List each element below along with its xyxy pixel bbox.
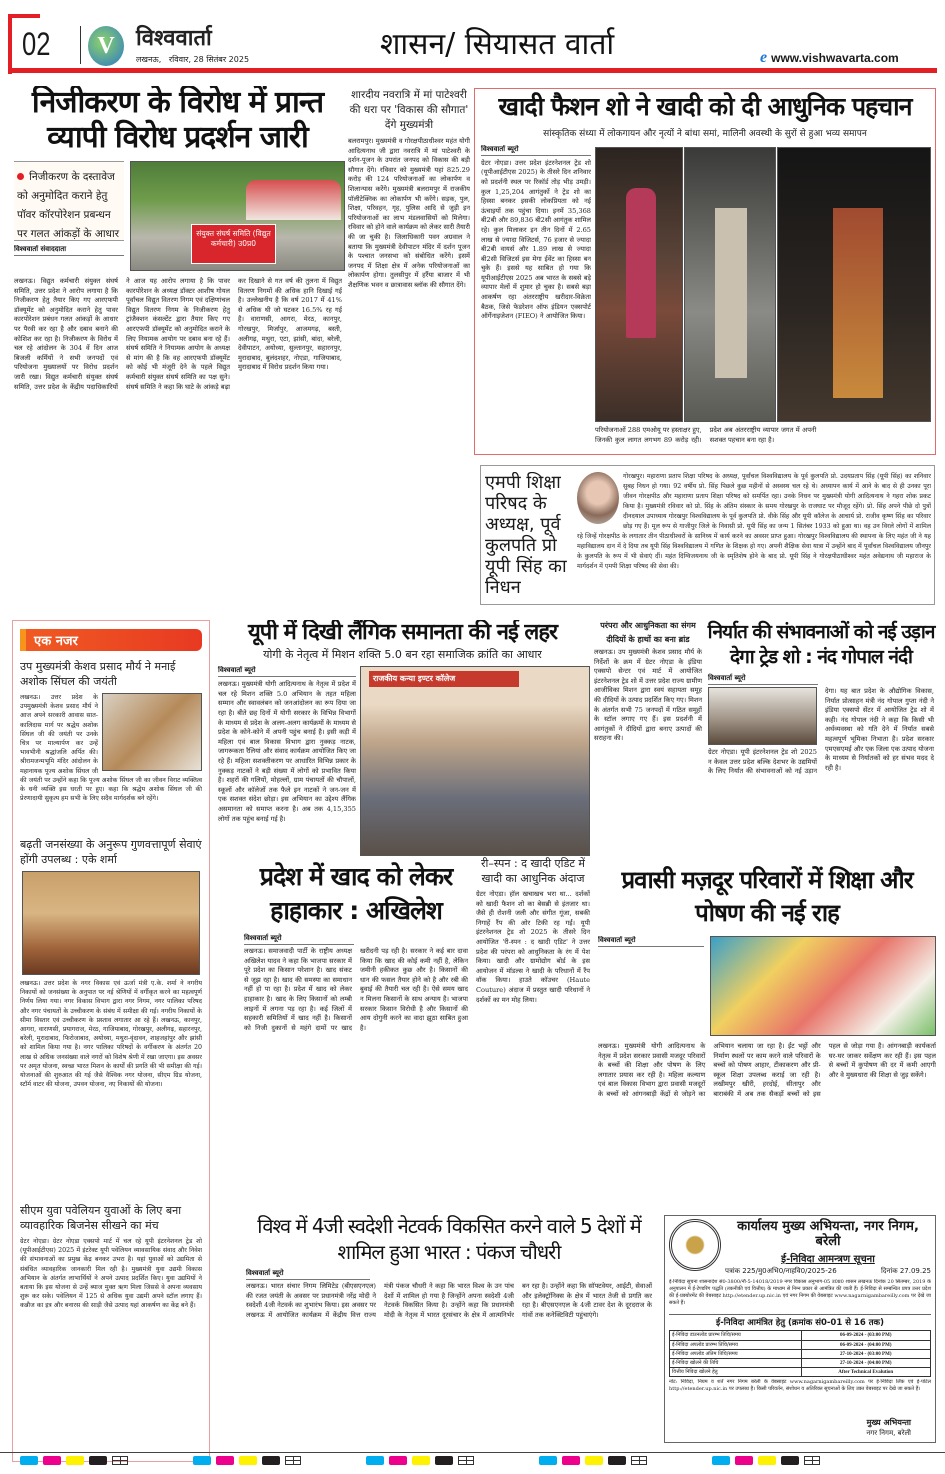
print-color-bar xyxy=(0,1452,945,1468)
migrant-story xyxy=(598,864,936,1210)
color-swatch xyxy=(20,1456,38,1465)
color-swatch xyxy=(239,1456,257,1465)
export-headline: निर्यात की संभावनाओं को नई उड़ान देगा ट्रेड शो : नंद गोपाल नंदी xyxy=(707,621,935,668)
protest-banner: संयुक्त संघर्ष समिति (विद्युत कर्मचारी) उ0प्र0 xyxy=(191,224,276,264)
paper-name: विश्ववार्ता xyxy=(136,26,212,51)
export-kicker-story xyxy=(592,620,704,854)
color-swatch xyxy=(389,1456,407,1465)
tender-row-label: ई-निविदा अपलोड अंतिम तिथि/समय xyxy=(670,1350,802,1358)
migrant-byline: विश्ववार्ता ब्यूरो xyxy=(598,936,704,947)
color-swatch xyxy=(735,1456,753,1465)
lead-headline: निजीकरण के विरोध में प्रान्त व्यापी विरोध प्रदर्शन जारी xyxy=(31,86,324,155)
fashion-photo-3 xyxy=(777,147,931,422)
gender-photo xyxy=(360,666,590,856)
export-kicker-headline: दीदियों के हाथों का बना ब्रांड xyxy=(606,635,690,644)
color-swatch xyxy=(43,1456,61,1465)
masthead xyxy=(8,14,937,74)
lead-body: लखनऊ। विद्युत कर्मचारी संयुक्त संघर्ष समिति, उत्तर प्रदेश ने आरोप लगाया है कि निजीकरण हेतु तैयार किए गए आरएफपी डॉक्यूमेंट को अनुमोदित कराने हेतु पावर कारपोरेशन प्रबंधन गलत आंकड़ों के आधार पर पैरवी कर रहा है और दबाव बनाने की कोशिश कर रहा है। निजीकरण के विरोध में चल रहे आंदोलन के 304 वें दिन आज बिजली कर्मियों ने सभी जनपदों एवं परियोजना मुख्यालयों पर विरोध प्रदर्शन जारी रखा। विद्युत कर्मचारी संयुक्त संघर्ष समिति, उत्तर प्रदेश के केंद्रीय पदाधिकारियों ने आज यह आरोप लगाया है कि पावर कारपोरेशन के अध्यक्ष डॉक्टर आशीष गोयल पूर्वांचल विद्युत वितरण निगम एवं दक्षिणांचल विद्युत वितरण निगम के निजीकरण हेतु ट्रांजैक्शन कंसल्टेंट द्वारा तैयार किए गए आरएफपी डॉक्यूमेंट को अनुमोदित कराने के लिए नियामक आयोग पर दबाव बना रहे हैं। संघर्ष समिति ने नियामक आयोग के अध्यक्ष से मांग की है कि वह आरएफपी डॉक्यूमेंट को कोई भी मंजूरी देने के पहले विद्युत कर्मचारी संयुक्त संघर्ष समिति का पक्ष सुने। संघर्ष समिति ने कहा कि घाटे के आंकड़े बढ़ा कर दिखाने से गत वर्ष की तुलना में विद्युत वितरण निगमों की अधिक हानि दिखाई गई है। उल्लेखनीय है कि वर्ष 2017 में 41% से अधिक थी जो घटकर 16.5% रह गई है। वाराणसी, आगरा, मेरठ, कानपुर, गोरखपुर, मिर्जापुर, आजमगढ़, बस्ती, अलीगढ़, मथुरा, एटा, झांसी, बांदा, बरेली, देवीपाटन, अयोध्या, सुल्तानपुर, सहारनपुर, मुरादाबाद, बुलंदशहर, नोएडा, गाजियाबाद, मुरादाबाद में विरोध प्रदर्शन किया गया। xyxy=(14,277,342,391)
network-byline: विश्ववार्ता ब्यूरो xyxy=(246,1269,370,1280)
khadi-story xyxy=(474,88,936,455)
color-swatch xyxy=(781,1456,799,1465)
color-swatch xyxy=(539,1456,557,1465)
fashion-photo-2 xyxy=(684,147,776,422)
gender-story xyxy=(215,620,590,856)
gender-subheadline: योगी के नेतृत्व में मिशन शक्ति 5.0 बन रहा समाजिक क्रांति का आधार xyxy=(263,648,542,662)
color-swatch xyxy=(366,1456,384,1465)
ek-nazar-body-3: ग्रेटर नोएडा। ग्रेटर नोएडा एक्सपो मार्ट में चल रहे यूपी इंटरनेशनल ट्रेड शो (यूपीआईटीएस) 2025 में इंटरेक्ट यूपी पवेलियन व्यावसायिक संवाद और निवेश की संभावनाओं का प्रमुख केंद्र बनकर उभरा है। यहां युवाओं को उद्यमिता से संबंधित व्यावहारिक जानकारी मिल रही है। मुख्यमंत्री युवा उद्यमी विकास अभियान के अंतर्गत लाभार्थियों ने अपने उत्पाद प्रदर्शित किए। युवा उद्यमियों ने बताया कि इस योजना से उन्हें ब्याज मुक्त ऋण मिला जिससे वे अपना व्यवसाय शुरू कर सके। पवेलियन में 125 से अधिक युवा उद्यमी अपने स्टॉल लगाए हैं। कन्नौज का इत्र और बनारस की साड़ी जैसे उत्पाद यहां आकर्षण का केंद्र बने हैं। xyxy=(20,1238,202,1310)
browser-icon: e xyxy=(760,49,768,66)
tender-date: दिनांक 27.09.25 xyxy=(880,1267,931,1275)
export-photo xyxy=(708,687,817,745)
bullet-icon xyxy=(17,173,24,180)
respun-body: ग्रेटर नोएडा। हॉल खचाखच भरा था... दर्शकों को खादी फैशन शो का बेसब्री से इंतजार था। जैसे ही रोशनी जली और संगीत गूंजा, सबकी निगाहें रैंप की ओर टिकी रह गईं। यूपी इंटरनेशनल ट्रेड शो 2025 के तीसरे दिन आयोजित 'री-स्पन : द खादी एडिट' ने उत्तर प्रदेश की परंपरा को आधुनिकता के रंग में पेश किया। खादी और ग्रामोद्योग बोर्ड के इस आयोजन में मॉडल्स ने खादी के परिधानों में रैंप वॉक किया। हाउते कॉउचर (Haute Couture) अंदाज में प्रस्तुत खादी परिधानों ने दर्शकों का मन मोह लिया। xyxy=(476,890,590,1004)
ek-nazar-body-2: लखनऊ। उत्तर प्रदेश के नगर विकास एवं ऊर्जा मंत्री ए.के. शर्मा ने नगरीय निकायों को जनसंख्या के अनुपात पर नई श्रेणियों में वर्गीकृत करने का महत्वपूर्ण निर्णय लिया गया। नगर विकास विभाग द्वारा नगर निगम, नगर पालिका परिषद और नगर पंचायतों के उच्चीकरण के संबंध में समीक्षा की गई। नगरीय निकायों के सीमा विस्तार एवं उच्चीकरण के प्रस्ताव लगातार आ रहे हैं। लखनऊ, कानपुर, आगरा, वाराणसी, प्रयागराज, मेरठ, गाजियाबाद, गोरखपुर, अलीगढ़, सहारनपुर, बरेली, मुरादाबाद, फिरोजाबाद, अयोध्या, मथुरा-वृंदावन, शाहजहांपुर और झांसी को शामिल किया गया है। नगर पालिका परिषदों के वर्गीकरण के अंतर्गत 20 लाख से अधिक जनसंख्या वाले नगरों को विशेष श्रेणी में रखा जाएगा। इस अवसर पर अमृत योजना, स्वच्छ भारत मिशन के कार्यों की प्रगति की भी समीक्षा की गई। योजनाओं की शुरुआत की गई जैसे वैश्विक नगर योजना, सीएम ग्रिड योजना, स्टॉर्म वाटर की योजना, उपवन योजना, नए निकायों की योजना। xyxy=(20,980,202,1089)
tender-table-title: ई-निविदा आमंत्रित हेतु (क्रमांक सं0-01 से 16 तक) xyxy=(716,1318,884,1328)
color-swatch xyxy=(193,1456,211,1465)
network-body: लखनऊ। भारत संचार निगम लिमिटेड (बीएसएनएल) की रजत जयंती के अवसर पर प्रधानमंत्री नरेंद्र मोदी ने स्वदेशी 4जी नेटवर्क का शुभारंभ किया। इस अवसर पर लखनऊ में आयोजित कार्यक्रम में केंद्रीय वित्त राज्य मंत्री पंकज चौधरी ने कहा कि भारत विश्व के उन पांच देशों में शामिल हो गया है जिन्होंने अपना स्वदेशी 4जी नेटवर्क विकसित किया है। उन्होंने कहा कि प्रधानमंत्री मोदी के नेतृत्व में भारत दूरसंचार के क्षेत्र में आत्मनिर्भर बन रहा है। उन्होंने कहा कि सॉफ्टवेयर, आईटी, सेवाओं और इलेक्ट्रॉनिक्स के क्षेत्र में भारत तेजी से प्रगति कर रहा है। बीएसएनएल के 4जी टावर देश के दूरदराज के गांवों तक कनेक्टिविटी पहुंचाएंगे। xyxy=(246,1282,652,1319)
color-swatch xyxy=(758,1456,776,1465)
khadi-headline: खादी फैशन शो ने खादी को दी आधुनिक पहचान xyxy=(498,92,912,121)
fertilizer-byline: विश्ववार्ता ब्यूरो xyxy=(244,934,354,945)
tender-row-value: 27-10-2024 - (03:00 PM) xyxy=(839,1352,892,1357)
tender-table-row xyxy=(670,1331,930,1340)
municipal-emblem-icon xyxy=(669,1219,721,1271)
export-kicker: परंपरा और आधुनिकता का संगम xyxy=(600,621,696,630)
side-body: बलरामपुर। मुख्यमंत्री व गोरक्षपीठाधीश्वर महंत योगी आदित्यनाथ जी द्वारा नवरात्रि में मां पाटेश्वरी के दर्शन-पूजन के उपरांत जनपद को विकास की बड़ी सौगात देंगे। रविवार को मुख्यमंत्री यहां 825.29 करोड़ की 124 परियोजनाओं का लोकार्पण व शिलान्यास करेंगे। मुख्यमंत्री बलरामपुर में राजकीय पॉलीटेक्निक का लोकार्पण भी करेंगे। सड़क, पुल, शिक्षा, परिवहन, गृह, पुलिस आदि से जुड़ी इन परियोजनाओं का लाभ मंडलवासियों को मिलेगा। रविवार को होने वाले कार्यक्रम को लेकर सारी तैयारी की जा चुकी है। जिलाधिकारी पवन अग्रवाल ने बताया कि मुख्यमंत्री देवीपाटन मंदिर में दर्शन पूजन के पश्चात जनसभा को संबोधित करेंगे। इसमें जनपद में शिक्षा क्षेत्र में अनेक परियोजनाओं का लोकार्पण होगा। तुलसीपुर में हर्रैया बाजार में भी शैक्षणिक भवन व छात्रावास ब्लॉक की सौगात देंगे। xyxy=(348,137,470,289)
color-swatch xyxy=(66,1456,84,1465)
migrant-photo xyxy=(710,936,936,1036)
fertilizer-story xyxy=(240,860,472,1210)
tender-table-row xyxy=(670,1340,930,1349)
khadi-caption: परियोजनाओं 288 एमओयू पर हस्ताक्षर हुए, जिनकी कुल लागत लगभग 89 करोड़ रही। प्रदेश अब अंतरराष्ट्रीय व्यापार जगत में अपनी सशक्त पहचान बना रहा है। xyxy=(595,426,817,444)
obituary-story xyxy=(480,465,935,605)
tender-row-value: 27-10-2024 - (04:00 PM) xyxy=(839,1361,892,1366)
tender-row-value: After Technical Evalution xyxy=(838,1370,894,1375)
fashion-photo-1 xyxy=(595,147,683,422)
color-swatch xyxy=(712,1456,730,1465)
ek-nazar-body-1: लखनऊ। उत्तर प्रदेश के उपमुख्यमंत्री केशव प्रसाद मौर्य ने आज अपने सरकारी आवास सात-कालिदास मार्ग पर श्रद्धेय अशोक सिंघल जी की जयंती पर उनके चित्र पर माल्यार्पण कर उन्हें भावभीनी श्रद्धांजलि अर्पित की। श्रीरामजन्मभूमि मंदिर आंदोलन के महानायक पूज्य अशोक सिंघल जी की जयंती पर उन्होंने कहा कि पूज्य अशोक सिंघल जी का जीवन विराट व्यक्तित्व के धनी व्यक्ति इस धरती पर हुए। कहा कि श्रद्धेय अशोक सिंघल जी की प्रेरणादायी सुकृत्य हम सभी के लिए सदैव मार्गदर्शक बने रहेंगे। xyxy=(20,694,202,803)
color-swatch xyxy=(216,1456,234,1465)
tender-table-row xyxy=(670,1367,930,1376)
tender-table xyxy=(669,1330,931,1377)
network-headline: विश्व में 4जी स्वदेशी नेटवर्क विकसित करने वाले 5 देशों में शामिल हुआ भारत : पंकज चौधरी xyxy=(257,1214,641,1264)
obituary-photo xyxy=(577,472,619,524)
tender-title: ई-निविदा आमन्त्रण सूचना xyxy=(781,1254,875,1265)
migrant-headline: प्रवासी मज़दूर परिवारों में शिक्षा और पोषण की नई राह xyxy=(621,866,913,927)
color-swatch xyxy=(262,1456,280,1465)
fertilizer-body: लखनऊ। समाजवादी पार्टी के राष्ट्रीय अध्यक्ष अखिलेश यादव ने कहा कि भाजपा सरकार में पूरे प्रदेश का किसान परेशान है। खाद संकट से जूझ रहा है। खाद की समस्या का समाधान नहीं हो पा रहा है। प्रदेश में खाद को लेकर हाहाकार है। खाद के लिए किसानों को लम्बी लाइनों में लगना पड़ रहा है। कई जिलों में सहकारी समितियों में खाद नहीं है। किसानों को निजी दुकानों से महंगे दामों पर खाद खरीदनी पड़ रही है। सरकार ने कई बार दावा किया कि खाद की कोई कमी नहीं है, लेकिन जमीनी हकीकत कुछ और है। किसानों की धान की फसल तैयार होने को है और रबी की बुवाई की तैयारी चल रही है। ऐसे समय खाद न मिलना किसानों के साथ अन्याय है। भाजपा सरकार किसान विरोधी है और किसानों की आय दोगुनी करने का वादा झूठा साबित हुआ है। xyxy=(244,947,468,1032)
tender-signatory: मुख्य अभियन्ता xyxy=(866,1418,911,1427)
lead-pullquote: निजीकरण के दस्तावेज को अनुमोदित कराने हेतु पॉवर कॉरपोरेशन प्रबन्धन पर गलत आंकड़ों के आधार xyxy=(14,161,124,241)
export-story xyxy=(705,620,937,854)
tender-office: कार्यालय मुख्य अभियन्ता, नगर निगम, बरेली xyxy=(737,1219,919,1249)
gender-headline: यूपी में दिखी लैंगिक समानता की नई लहर xyxy=(247,620,558,645)
registration-mark-icon xyxy=(804,1456,820,1465)
respun-headline: री–स्पन : द खादी एडिट में खादी का आधुनिक अंदाज xyxy=(481,857,585,885)
registration-mark-icon xyxy=(458,1456,474,1465)
ek-nazar-headline-1: उप मुख्यमंत्री केशव प्रसाद मौर्य ने मनाई अशोक सिंघल की जयंती xyxy=(20,660,176,688)
tender-row-label: ई-निविदा अपलोड प्रारम्भ तिथि/समय xyxy=(670,1341,802,1349)
export-kicker-body: लखनऊ। उप मुख्यमंत्री केशव प्रसाद मौर्य के निर्देशों के क्रम में ग्रेटर नोएडा के इंडिया एक्सपो सेन्टर एवं मार्ट में आयोजित इंटरनेशनल ट्रेड शो में उत्तर प्रदेश राज्य ग्रामीण आजीविका मिशन द्वारा स्वयं सहायता समूह की दीदियों के उत्पाद प्रदर्शित किए गए। मिशन के अंतर्गत सभी 75 जनपदों में गठित समूहों के स्टॉल लगाए गए हैं। इस प्रदर्शनी में आगंतुकों ने दीदियों द्वारा बनाए उत्पादों की सराहना की। xyxy=(594,648,702,743)
registration-mark-icon xyxy=(285,1456,301,1465)
section-title: शासन/ सियासत वार्ता xyxy=(380,27,615,62)
ek-nazar-headline-2: बढ़ती जनसंख्या के अनुरूप गुणवत्तापूर्ण सेवाएं होंगी उपलब्ध : एके शर्मा xyxy=(20,838,202,866)
obituary-headline: एमपी शिक्षा परिषद के अध्यक्ष, पूर्व कुलपति प्रो यूपी सिंह का निधन xyxy=(485,472,567,598)
khadi-subheadline: सांस्कृतिक संध्या में लोकगायन और नृत्यों ने बांधा समां, मालिनी अवस्थी के सुरों से हुआ भव्य समापन xyxy=(543,128,867,139)
network-story xyxy=(244,1213,654,1462)
tender-footer: नोट: निविदा, नियम व शर्तें नगर निगम बरेली के वेबसाइट www.nagarnigambareilly.com पर ई-निविदा लिंक एवं ई-पोर्टल http://etender.up.nic.in पर उपलब्ध है। किसी परिवर्तन, संशोधन व अतिरिक्त सूचनाओं के लिए उक्त वेबसाइट पर देखे जा सकते हैं। xyxy=(669,1379,931,1392)
tender-notice xyxy=(664,1215,936,1443)
ek-nazar-photo-1 xyxy=(102,693,202,771)
tender-row-label: ई-निविदा डाउनलोड प्रारम्भ तिथि/समय xyxy=(670,1331,802,1340)
color-swatch xyxy=(435,1456,453,1465)
ek-nazar-photo-2 xyxy=(22,871,200,975)
tender-row-label: वित्तीय निविदा खोलने हेतु xyxy=(670,1368,802,1376)
color-swatch xyxy=(89,1456,107,1465)
page-number: 02 xyxy=(22,26,51,62)
ek-nazar-headline-3: सीएम युवा पवेलियन युवाओं के लिए बना व्यावहारिक बिजनेस सीखने का मंच xyxy=(20,1204,182,1232)
color-swatch xyxy=(608,1456,626,1465)
tender-row-value: 06-09-2024 - (03:00 PM) xyxy=(839,1333,892,1338)
gender-body: लखनऊ। मुख्यमंत्री योगी आदित्यनाथ के नेतृत्व में प्रदेश में चल रहे मिशन शक्ति 5.0 अभियान के तहत महिला सम्मान और स्वावलंबन को जनआंदोलन का रूप दिया जा रहा है। बीते छह दिनों में योगी सरकार के विभिन्न विभागों के माध्यम से प्रदेश के अलग-अलग कार्यक्रमों के माध्यम से प्रदेश के कोने-कोने में अपनी पहुंच बनाई है। इसी कड़ी में महिला एवं बाल विकास विभाग द्वारा नुक्कड़ नाटक, जागरूकता रैलियां और संवाद कार्यक्रम आयोजित किए जा रहे हैं। महिला सशक्तीकरण पर आधारित विभिन्न प्रकार के नुक्कड़ नाटकों ने बड़ी संख्या में लोगों को प्रभावित किया है। शहरों की गलियों, मोहल्लों, ग्राम पंचायतों की चौपालों, स्कूलों और कॉलेजों तक फैले इन नाटकों ने जन-जन में एक सशक्त संदेश छोड़ा। इस अभियान का उद्देश्य लैंगिक असमानता को समाप्त करना है। अब तक 4,15,355 लोगों तक पहुंच बनाई गई है। xyxy=(218,680,356,823)
tender-intro: ई-निविदा सूचना शासनादेश सं0-3800/नौ-5-14018/2019 नगर विकास अनुभाग-05 उ0प्र0 शासन लखनऊ दिनांक 20 सितम्बर, 2019 के अनुपालन में ई-टेण्डरिंग पद्धति (तकनीकी एवं वित्तीय) के माध्यम से निम्न प्रकार से आमंत्रित की जाती हैं। ई-निविदा से सम्बन्धित प्रपत्र उत्तर प्रदेश की ई-प्रक्योरमेंट की वेबसाइट http://etender.up.nic.in एवं नगर निगम की वेबसाइट www.nagarnigambareilly.com पर देखे जा सकते हैं। xyxy=(669,1279,931,1315)
ek-nazar-section xyxy=(12,620,210,1462)
website-link[interactable]: e www.vishwavarta.com xyxy=(760,49,899,66)
tender-signatory-org: नगर निगम, बरेली xyxy=(866,1429,911,1437)
respun-story xyxy=(474,856,592,1210)
lead-photo xyxy=(130,161,345,271)
side-story xyxy=(345,88,473,588)
export-byline: विश्ववार्ता ब्यूरो xyxy=(708,674,818,685)
lead-story xyxy=(10,86,345,590)
color-swatch xyxy=(412,1456,430,1465)
color-swatch xyxy=(562,1456,580,1465)
tender-ref: पत्रांक 225/मु0अभि0/नाहवि0/2025-26 xyxy=(725,1267,837,1275)
migrant-body: लखनऊ। मुख्यमंत्री योगी आदित्यनाथ के नेतृत्व में प्रदेश सरकार प्रवासी मजदूर परिवारों के बच्चों की शिक्षा और पोषण के लिए लगातार प्रयास कर रही है। महिला कल्याण एवं बाल विकास विभाग द्वारा प्रवासी मजदूरों के बच्चों को आंगनबाड़ी केंद्रों से जोड़ने का अभियान चलाया जा रहा है। ईंट भट्ठों और निर्माण स्थलों पर काम करने वाले परिवारों के बच्चों को पोषण आहार, टीकाकरण और प्री-स्कूल शिक्षा उपलब्ध कराई जा रही है। लखीमपुर खीरी, हरदोई, सीतापुर और बाराबंकी में अब तक सैकड़ों बच्चों को इस पहल से जोड़ा गया है। आंगनबाड़ी कार्यकर्ता घर-घर जाकर सर्वेक्षण कर रही हैं। इस पहल से बच्चों में कुपोषण की दर में कमी आएगी और वे मुख्यधारा की शिक्षा से जुड़ सकेंगे। xyxy=(598,1042,936,1098)
export-body: ग्रेटर नोएडा। यूपी इंटरनेशनल ट्रेड शो 2025 न केवल उत्तर प्रदेश बल्कि देशभर के उद्यमियों के लिए निर्यात की संभावनाओं को नई उड़ान देगा। यह बात प्रदेश के औद्योगिक विकास, निर्यात प्रोत्साहन मंत्री नंद गोपाल गुप्ता नंदी ने इंडिया एक्सपो सेंटर में आयोजित ट्रेड शो में कही। नंद गोपाल नंदी ने कहा कि किसी भी अर्थव्यवस्था को गति देने में निर्यात सबसे महत्वपूर्ण भूमिका निभाता है। प्रदेश सरकार एमएसएमई और एक जिला एक उत्पाद योजना के माध्यम से निर्यातकों को हर संभव मदद दे रही है। xyxy=(708,687,934,776)
ek-nazar-label: एक नजर xyxy=(20,629,202,651)
school-sign: राजकीय कन्या इण्टर कॉलेज xyxy=(369,671,519,687)
dateline: लखनऊ, रविवार, 28 सितंबर 2025 xyxy=(136,55,250,64)
tender-table-row xyxy=(670,1358,930,1367)
fertilizer-headline: प्रदेश में खाद को लेकर हाहाकार : अखिलेश xyxy=(259,862,453,925)
tender-row-value: 06-09-2024 - (04:00 PM) xyxy=(839,1343,892,1348)
paper-logo: V xyxy=(88,26,124,66)
registration-mark-icon xyxy=(112,1456,128,1465)
khadi-body: ग्रेटर नोएडा। उत्तर प्रदेश इंटरनेशनल ट्रेड शो (यूपीआईटीएस 2025) के तीसरे दिन शनिवार को प्रदर्शनी स्थल पर रिकॉर्ड तोड़ भीड़ उमड़ी। कुल 1,25,204 आगंतुकों ने ट्रेड शो का हिस्सा बनकर इसकी लोकप्रियता को नई ऊंचाइयों तक पहुंचा दिया। इनमें 35,368 बी2बी और 89,836 बी2सी आगंतुक शामिल रहे। कुल मिलाकर इन तीन दिनों में 2.65 लाख से ज्यादा विजिटर्स, 76 हजार से ज्यादा बी2बी वायर्स और 1.89 लाख से ज्यादा बी2सी विजिटर्स इस मेगा ईवेंट का हिस्सा बन चुके हैं। इससे यह साबित हो गया कि यूपीआईटीएस 2025 अब भारत के सबसे बड़े व्यापार मेलों में शुमार हो चुका है। सबसे बड़ा आकर्षण रहा अंतरराष्ट्रीय खरीदार-विक्रेता बैठक, जिसे फेडरेशन ऑफ इंडियन एक्सपोर्ट ऑर्गेनाइजेशन (FIEO) ने आयोजित किया। xyxy=(481,158,591,321)
side-headline: शारदीय नवरात्रि में मां पाटेश्वरी की धरा पर 'विकास की सौगात' देंगे मुख्यमंत्री xyxy=(349,89,469,131)
color-swatch xyxy=(585,1456,603,1465)
tender-table-row xyxy=(670,1349,930,1358)
registration-mark-icon xyxy=(631,1456,647,1465)
lead-byline: विश्ववार्ता संवाददाता xyxy=(14,245,124,256)
khadi-byline: विश्ववार्ता ब्यूरो xyxy=(481,145,591,156)
tender-row-label: ई-निविदा खोलने की तिथि xyxy=(670,1359,802,1367)
gender-byline: विश्ववार्ता ब्यूरो xyxy=(218,666,356,677)
obituary-body: गोरखपुर। महाराणा प्रताप शिक्षा परिषद के अध्यक्ष, पूर्वांचल विश्वविद्यालय के पूर्व कुलपति प्रो. उदयप्रताप सिंह (यूपी सिंह) का शनिवार सुबह निधन हो गया। 92 वर्षीय प्रो. सिंह पिछले कुछ महीनों से अस्वस्थ चल रहे थे। अध्यापन कार्य में आने के बाद से ही उनका पूरा जीवन गोरक्षपीठ और महाराणा प्रताप शिक्षा परिषद को समर्पित रहा। उनके निधन पर मुख्यमंत्री योगी आदित्यनाथ ने गहरा शोक प्रकट किया है। मुख्यमंत्री रविवार को प्रो. सिंह के अंतिम संस्कार के समय गोरखपुर के राजघाट पर मौजूद रहेंगे। प्रो. सिंह अपने पीछे दो पुत्रों दीनदयाल उपाध्याय गोरखपुर विश्वविद्यालय के पूर्व कुलपति प्रो. वीके सिंह और यूपी कॉलेज के आचार्य प्रो. राजीव कृष्ण सिंह का परिवार छोड़ गए हैं। मूल रूप से गाजीपुर जिले के निवासी प्रो. यूपी सिंह का जन्म 1 सितंबर 1933 को हुआ था। वह उन विरले लोगों में शामिल रहे जिन्हें गोरक्षपीठ के लगातार तीन पीठाधीश्वरों के सानिध्य में कार्य करने का अवसर प्राप्त हुआ। गोरखपुर विश्वविद्यालय की स्थापना के लिए महंत जी ने यह महाविद्यालय दान में दे दिया तब यूपी सिंह विश्वविद्यालय में गणित के शिक्षक हो गए। अपनी शैक्षिक सेवा यात्रा में उन्होंने बाद में पूर्वांचल विश्वविद्यालय जौनपुर के कुलपति के रूप में भी सेवाएं दीं। महंत दिग्विजयनाथ जी के स्मृतिशेष होने के बाद प्रो. यूपी सिंह ने गोरक्षपीठाधीश्वर महंत अवेद्यनाथ जी महाराज के मार्गदर्शन में एमपी शिक्षा परिषद की सेवा की। xyxy=(577,473,931,570)
